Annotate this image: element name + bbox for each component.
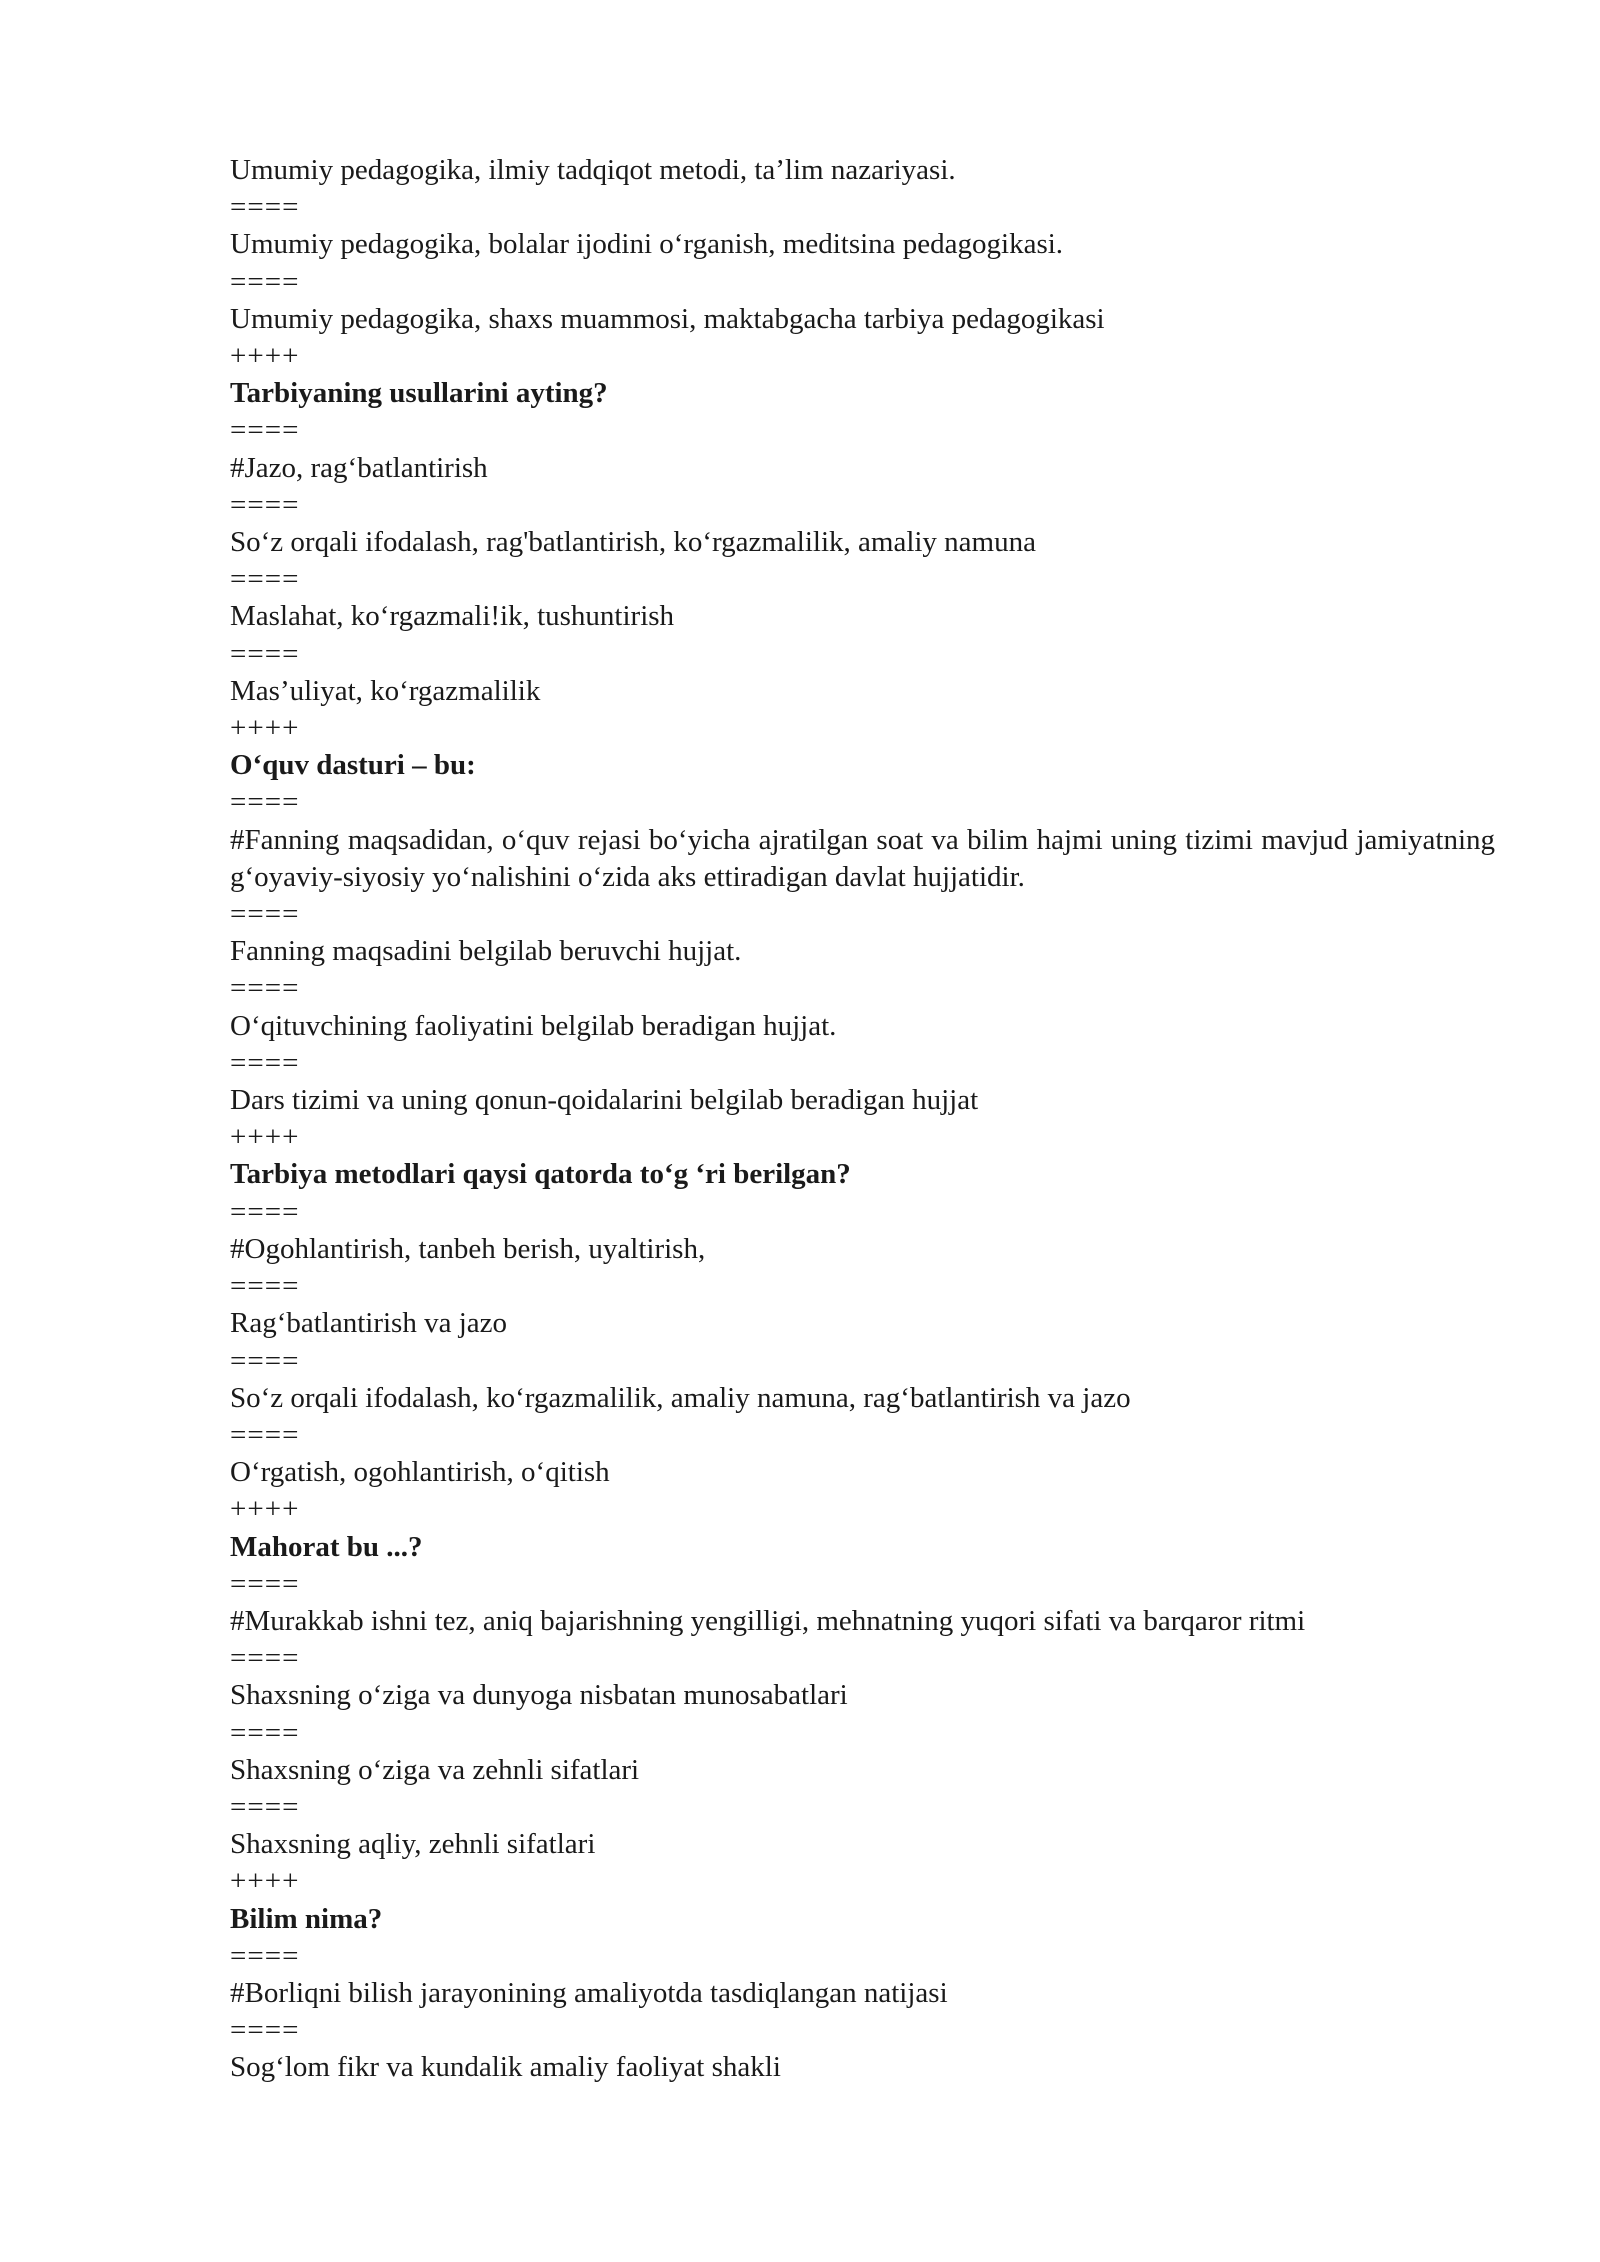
answer-separator: ==== bbox=[230, 1344, 300, 1377]
answer-separator: ==== bbox=[230, 191, 300, 224]
answer-option: Maslahat, ko‘rgazmali!ik, tushuntirish bbox=[230, 600, 675, 633]
answer-separator: ==== bbox=[230, 1716, 300, 1749]
answer-separator: ==== bbox=[230, 1642, 300, 1675]
answer-separator: ==== bbox=[230, 637, 300, 670]
answer-option: Umumiy pedagogika, bolalar ijodini o‘rganish, meditsina pedagogikasi. bbox=[230, 228, 1064, 261]
answer-separator: ==== bbox=[230, 414, 300, 447]
answer-separator: ==== bbox=[230, 1195, 300, 1228]
question-text: Tarbiya metodlari qaysi qatorda to‘g ‘ri berilgan? bbox=[230, 1158, 851, 1191]
question-separator: ++++ bbox=[230, 1865, 300, 1898]
answer-option: So‘z orqali ifodalash, rag'batlantirish, ko‘rgazmalilik, amaliy namuna bbox=[230, 526, 1036, 559]
question-separator: ++++ bbox=[230, 1121, 300, 1154]
answer-separator: ==== bbox=[230, 265, 300, 298]
answer-option: #Ogohlantirish, tanbeh berish, uyaltirish, bbox=[230, 1232, 706, 1265]
question-separator: ++++ bbox=[230, 712, 300, 745]
answer-option: Sog‘lom fikr va kundalik amaliy faoliyat shakli bbox=[230, 2051, 781, 2084]
answer-option: Umumiy pedagogika, ilmiy tadqiqot metodi, ta’lim nazariyasi. bbox=[230, 154, 956, 186]
answer-separator: ==== bbox=[230, 1270, 300, 1303]
answer-option: #Fanning maqsadidan, o‘quv rejasi bo‘yicha ajratilgan soat va bilim hajmi uning tizimi mavjud jamiyatning g‘oyaviy-siyosiy yo‘nalishini o‘zida aks ettiradigan davlat hujjatidir. bbox=[230, 823, 1503, 893]
question-separator: ++++ bbox=[230, 340, 300, 373]
question-text: Tarbiyaning usullarini ayting? bbox=[230, 377, 608, 410]
answer-separator: ==== bbox=[230, 2014, 300, 2047]
document-body bbox=[230, 152, 1503, 2087]
answer-separator: ==== bbox=[230, 1567, 300, 1600]
answer-separator: ==== bbox=[230, 1939, 300, 1972]
answer-separator: ==== bbox=[230, 1046, 300, 1079]
answer-separator: ==== bbox=[230, 1790, 300, 1823]
answer-option: Fanning maqsadini belgilab beruvchi hujjat. bbox=[230, 935, 742, 968]
answer-option: So‘z orqali ifodalash, ko‘rgazmalilik, amaliy namuna, rag‘batlantirish va jazo bbox=[230, 1381, 1131, 1414]
answer-option: O‘rgatish, ogohlantirish, o‘qitish bbox=[230, 1456, 610, 1489]
answer-option: #Murakkab ishni tez, aniq bajarishning yengilligi, mehnatning yuqori sifati va barqaror ritmi bbox=[230, 1604, 1306, 1637]
question-separator: ++++ bbox=[230, 1493, 300, 1526]
answer-option: Shaxsning o‘ziga va dunyoga nisbatan munosabatlari bbox=[230, 1679, 848, 1712]
answer-separator: ==== bbox=[230, 898, 300, 931]
question-text: O‘quv dasturi – bu: bbox=[230, 749, 476, 782]
answer-option: #Borliqni bilish jarayonining amaliyotda tasdiqlangan natijasi bbox=[230, 1976, 948, 2009]
answer-separator: ==== bbox=[230, 563, 300, 596]
question-text: Mahorat bu ...? bbox=[230, 1530, 423, 1563]
answer-separator: ==== bbox=[230, 1418, 300, 1451]
answer-separator: ==== bbox=[230, 786, 300, 819]
question-text: Bilim nima? bbox=[230, 1902, 383, 1935]
answer-option: #Jazo, rag‘batlantirish bbox=[230, 451, 488, 484]
answer-separator: ==== bbox=[230, 488, 300, 521]
answer-option: O‘qituvchining faoliyatini belgilab beradigan hujjat. bbox=[230, 1009, 837, 1042]
answer-option: Shaxsning o‘ziga va zehnli sifatlari bbox=[230, 1753, 640, 1786]
answer-option: Dars tizimi va uning qonun-qoidalarini belgilab beradigan hujjat bbox=[230, 1084, 979, 1117]
answer-separator: ==== bbox=[230, 972, 300, 1005]
answer-option: Mas’uliyat, ko‘rgazmalilik bbox=[230, 674, 541, 707]
answer-option: Shaxsning aqliy, zehnli sifatlari bbox=[230, 1828, 596, 1861]
answer-option: Rag‘batlantirish va jazo bbox=[230, 1307, 508, 1340]
answer-option: Umumiy pedagogika, shaxs muammosi, maktabgacha tarbiya pedagogikasi bbox=[230, 302, 1105, 335]
